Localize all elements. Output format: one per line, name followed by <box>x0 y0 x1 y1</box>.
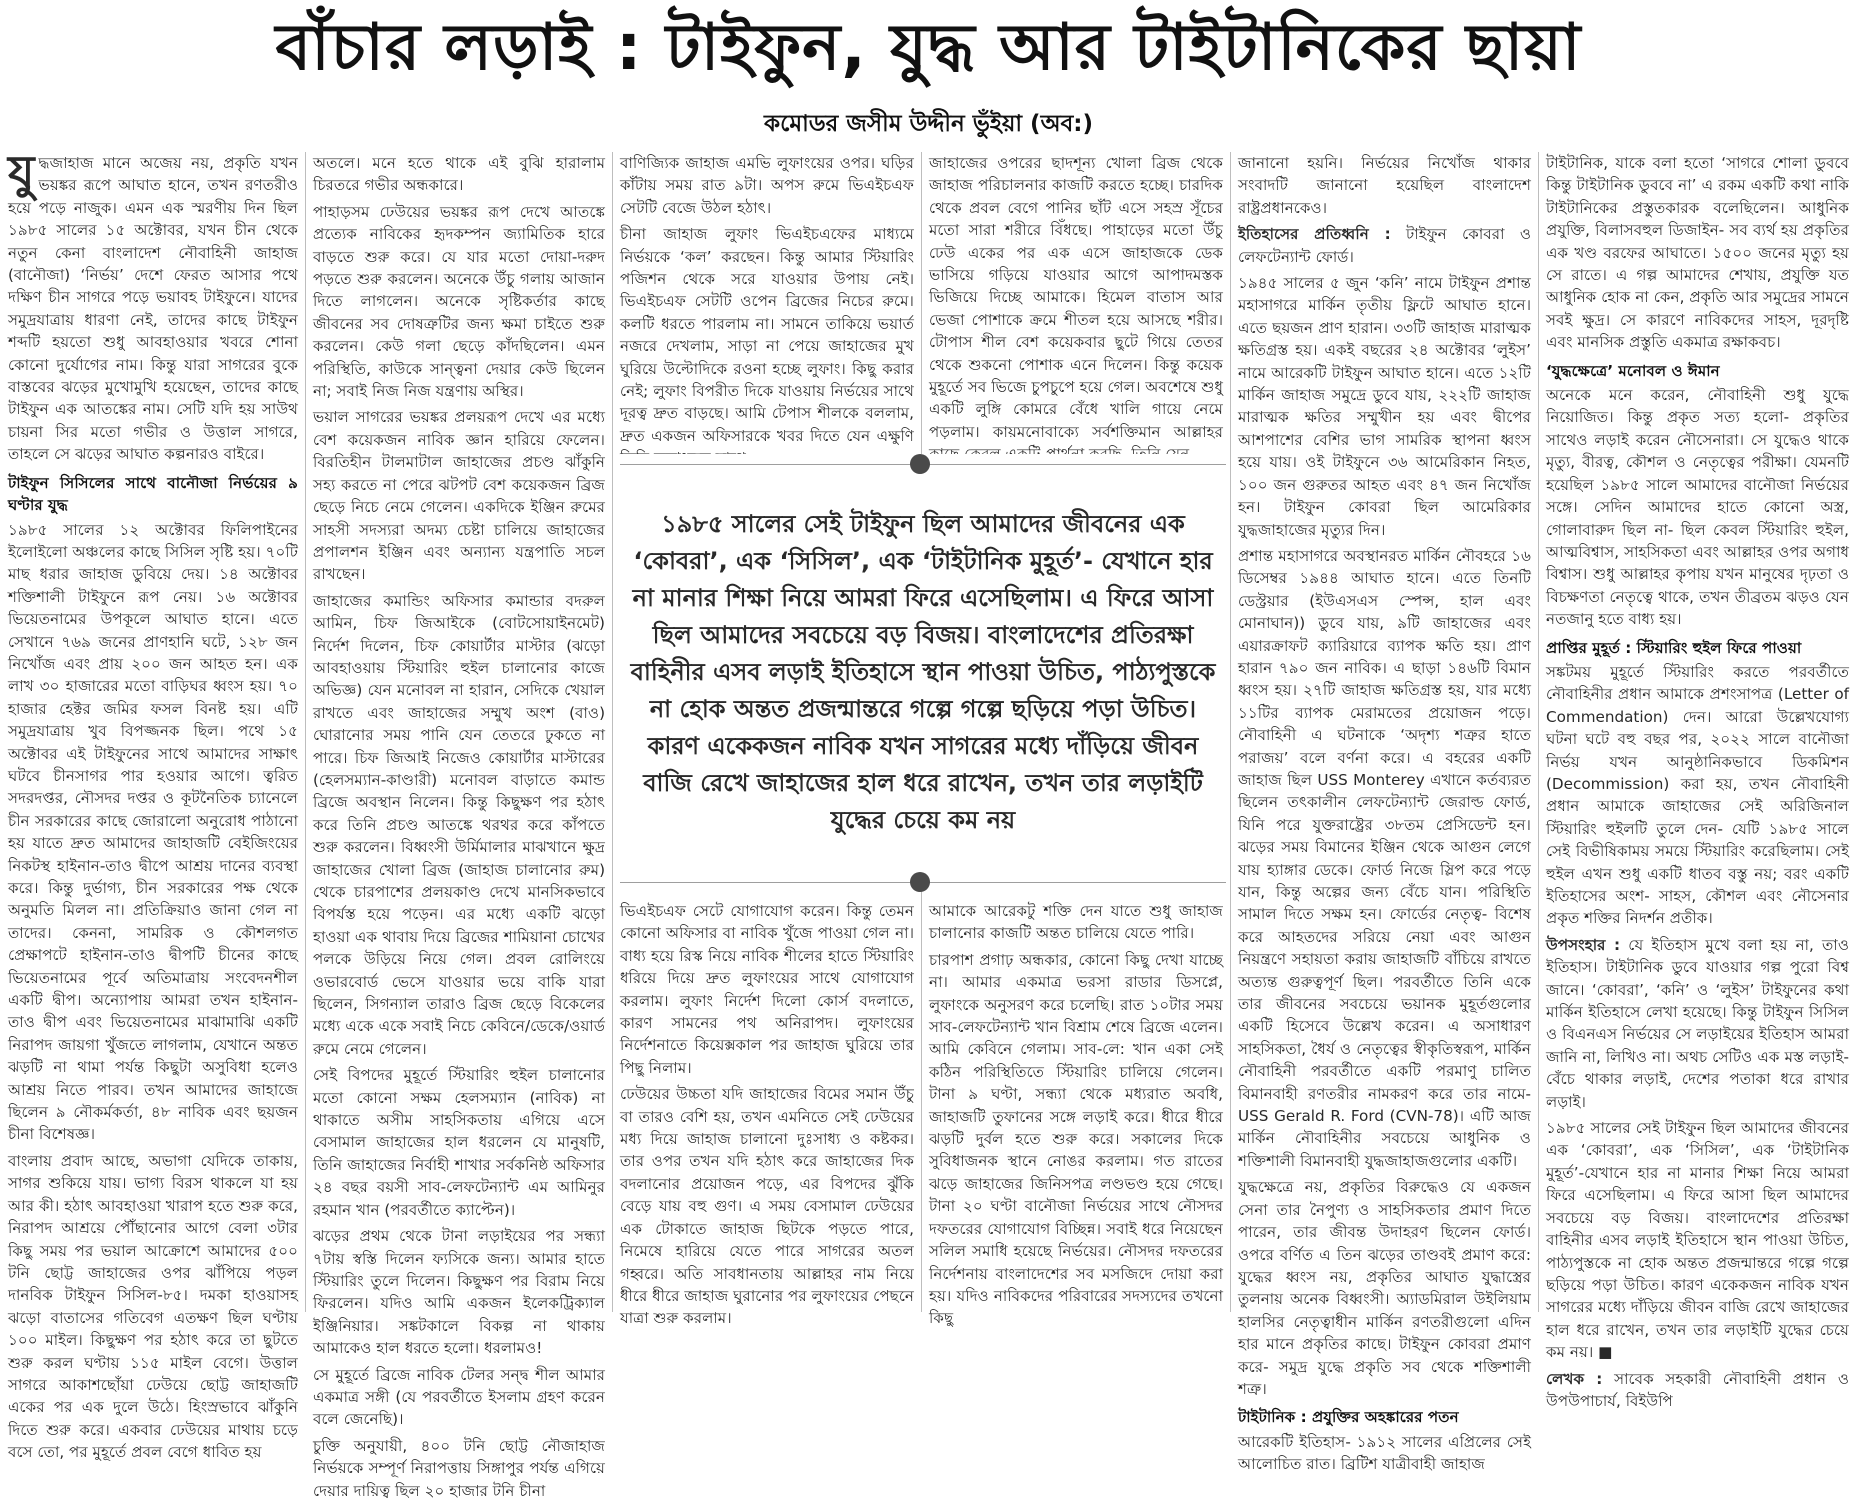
subheading: টাইফুন সিসিলের সাথে বানৌজা নির্ভয়ের ৯ ঘণ্টার যুদ্ধ <box>8 473 298 515</box>
author-label: লেখক : <box>1546 1369 1603 1388</box>
column-1 <box>8 145 298 1462</box>
paragraph: সে মুহূর্তে ব্রিজে নাবিক টেলর সন্দ্ব শীল আমার একমাত্র সঙ্গী (যে পরবর্তীতে ইসলাম গ্রহণ করেন বলে জেনেছি)। <box>313 1365 605 1429</box>
headline: বাঁচার লড়াই : টাইফুন, যুদ্ধ আর টাইটানিকের ছায়া <box>275 11 1582 85</box>
subheading-inline: ইতিহাসের প্রতিধ্বনি : <box>1238 225 1391 244</box>
paragraph: চারপাশ প্রগাঢ় অন্ধকার, কোনো কিছু দেখা যাচ্ছে না। আমার একমাত্র ভরসা রাডার ডিসপ্লে, লুফাংকে অনুসরণ করে চলেছি। রাত ১০টার সময় সাব-লেফটেন্যান্ট খান বিশ্রাম শেষে ব্রিজে এলেন। আমি কেবিনে গেলাম। সাব-লে: খান একা সেই কঠিন পরিস্থিতিতে স্টিয়ারিং চালিয়ে গেলেন। টানা ৯ ঘণ্টা, সন্ধ্যা থেকে মধ্যরাত অবধি, জাহাজটি তুফানের সঙ্গে লড়াই করে। ধীরে ধীরে ঝড়টি দুর্বল হতে শুরু করে। সকালের দিকে সুবিধাজনক স্থানে নোঙর করলাম। গত রাতের ঝড়ে জাহাজের জিনিসপত্র লণ্ডভণ্ড হয়ে গেছে। টানা ২০ ঘণ্টা বানৌজা নির্ভয়ের সাথে নৌসদর দফতরের যোগাযোগ বিচ্ছিন্ন। সবাই ধরে নিয়েছেন সলিল সমাধি হয়েছে নির্ভয়ের। নৌসদর দফতরের নির্দেশনায় বাংলাদেশের সব মসজিদে দোয়া করা হয়। যদিও নাবিকদের পরিবারের সদস্যদের তখনো কিছু <box>929 950 1223 1328</box>
paragraph: টাইটানিক, যাকে বলা হতো ‘সাগরে শোলা ডুববে কিন্তু টাইটানিক ডুববে না’ এ রকম একটি কথা নাকি টাইটানিকের প্রস্তুতকারক বলেছিলেন। আধুনিক প্রযুক্তি, বিলাসবহুল ডিজাইন- সব ব্যর্থ হয় প্রকৃতির এক খণ্ড বরফের আঘাতে। ১৫০০ জনের মৃত্যু হয় সে রাতে। এ গল্প আমাদের শেখায়, প্রযুক্তি যত আধুনিক হোক না কেন, প্রকৃতি আর সমুদ্রের সামনে সবই ক্ষুদ্র। সে কারণে নাবিকদের সাহস, দূরদৃষ্টি এবং মানসিক প্রস্তুতি একমাত্র রক্ষাকবচ। <box>1546 154 1849 352</box>
subheading: ‘যুদ্ধক্ষেত্রে’ মনোবল ও ঈমান <box>1546 361 1720 380</box>
author-desc: সাবেক সহকারী নৌবাহিনী প্রধান ও উপউপাচার্য, বিইউপি <box>1546 1369 1849 1410</box>
column-4-lower <box>929 900 1223 1328</box>
paragraph: জাহাজের ওপরের ছাদশূন্য খোলা ব্রিজ থেকে জাহাজ পরিচালনার কাজটি করতে হচ্ছে। চারদিক থেকে প্রবল বেগে পানির ছাঁট এসে সহস্র সূঁচের মতো সারা শরীরে বিঁধছে। পাহাড়ের মতো উঁচু ঢেউ একের পর এক এসে জাহাজকে ডেক ভাসিয়ে গড়িয়ে যাওয়ার আগে আপাদমস্তক ভিজিয়ে দিচ্ছে আমাকে। হিমেল বাতাস আর ভেজা পোশাকে ক্রমে শীতল হয়ে আসছে শরীর। টোপাস শীল বেশ কয়েকবার ছুটে গিয়ে তেতর থেকে শুকনো পোশাক এনে দিলেন। কিন্তু কয়েক মুহূর্তে সব ভিজে চুপচুপে হয়ে গেল। অবশেষে শুধু একটি লুঙ্গি কোমরে বেঁধে খালি গায়ে নেমে পড়লাম। কায়মনোবাক্যে সর্বশক্তিমান আল্লাহর <box>929 154 1223 441</box>
paragraph-text: যে ইতিহাস মুখে বলা হয় না, তাও ইতিহাস। টাইটানিক ডুবে যাওয়ার গল্প পুরো বিশ্ব জানে। ‘কোবরা’, ‘কনি’ ও ‘লুইস’ টাইফুনের কথা মার্কিন ইতিহাসে লেখা হয়েছে। কিন্তু টাইফুন সিসিল ও বিএনএস নির্ভয়ের সে লড়াইয়ের ইতিহাস আমরা জানি না, লিখিও না। অথচ সেটিও এক মস্ত লড়াই- বেঁচে থাকার লড়াই, দেশের পতাকা ধরে রাখার লড়াই। <box>1546 935 1849 1111</box>
column-5 <box>1238 152 1531 1474</box>
paragraph: ১৯৪৫ সালের ৫ জুন ‘কনি’ নামে টাইফুন প্রশান্ত মহাসাগরে মার্কিন তৃতীয় ফ্লিটে আঘাত হানে। এতে ছয়জন প্রাণ হারান। ৩৩টি জাহাজ মারাত্মক ক্ষতিগ্রস্ত হয়। একই বছরের ২৪ অক্টোবর ‘লুইস’ নামে আরেকটি টাইফুন আঘাত হানে। এতে ১২টি মার্কিন জাহাজ সমুদ্রে ডুবে যায়, ২২২টি জাহাজ মারাত্মক ক্ষতির সম্মুখীন হয় এবং দ্বীপের আশপাশের বেশির ভাগ সামরিক স্থাপনা ধ্বংস হয়ে যায়। ওই টাইফুনে ৩৬ আমেরিকান নিহত, ১০০ জন গুরুতর আহত এবং ৪৭ জন নিখোঁজ হন। টাইফুন কোবরা ছিল আমেরিকার যুদ্ধজাহাজের মৃত্যুর দিন। <box>1238 274 1531 539</box>
paragraph: ঝড়ের প্রথম থেকে টানা লড়াইয়ের পর সন্ধ্যা ৭টায় স্বস্তি দিলেন ফ্যসিকে জন্য। আমার হাতে স্টিয়ারিং তুলে দিলেন। কিছুক্ষণ পর বিরাম নিয়ে ফিরলেন। যদিও আমি একজন ইলেকট্রিক্যাল ইঞ্জিনিয়ার। সঙ্কটকালে বিকল্প না থাকায় আমাকেও হাল ধরতে হলো। ধরলামও! <box>313 1227 605 1358</box>
pull-quote <box>620 454 1226 892</box>
author-note <box>1546 1368 1849 1413</box>
paragraph: যুদ্ধজাহাজ মানে অজেয় নয়, প্রকৃতি যখন ভয়ঙ্কর রূপে আঘাত হানে, তখন রণতরীও হয়ে পড়ে নাজুক। এমন এক স্মরণীয় দিন ছিল ১৯৮৫ সালের ১৫ অক্টোবর, যখন চীন থেকে নতুন কেনা বাংলাদেশ নৌবাহিনী জাহাজ (বানৌজা) ‘নির্ভয়’ দেশে ফেরত আসার পথে দক্ষিণ চীন সাগরে পড়ে ভয়াবহ টাইফুনে। যাদের সমুদ্রযাত্রায় ধারণা নেই, তাদের কাছে টাইফুন শব্দটি হয়তো শুধু আবহাওয়ার খবরে শোনা কোনো দুর্যোগের নাম। কিন্তু যারা সাগরের বুকে বাস্তবের ঝড়ের মুখোমুখি হয়েছেন, তাদের কাছে টাইফুন এক আতঙ্কের নাম। সেটি যদি হয় সাউথ চায়না সির মতো গভীর ও উত্তাল সাগরে, তাহলে সে ঝড়ের আঘাত কল্পনারও বাইরে। <box>8 145 298 464</box>
paragraph: চীনা জাহাজ লুফাং ভিএইচএফের মাধ্যমে নির্ভয়কে ‘কল’ করছেন। কিন্তু আমার স্টিয়ারিং পজিশন থেকে সরে যাওয়ার উপায় নেই। ভিএইচএফ সেটটি ওপেন ব্রিজের নিচের রুমে। কলটি ধরতে পারলাম না। সামনে তাকিয়ে ভয়ার্ত নজরে দেখলাম, সাড়া না পেয়ে জাহাজের মুখ ঘুরিয়ে উল্টোদিকে রওনা হচ্ছে লুফাং। কিছু করার নেই; লুফাং বিপরীত দিকে যাওয়ায় নির্ভয়ের সাথে দূরত্ব দ্রুত বাড়ছে। আমি টেপাস শীলকে বললাম, দ্রুত একজন অফিসারকে খবর দিতে যেন এক্ষুণি <box>620 225 914 445</box>
paragraph: ১৯৮৫ সালের সেই টাইফুন ছিল আমাদের জীবনের এক ‘কোবরা’, এক ‘সিসিল’, এক ‘টাইটানিক মুহূর্ত’-যেখানে হার না মানার শিক্ষা নিয়ে আমরা ফিরে এসেছিলাম। এ ফিরে আসা ছিল আমাদের সবচেয়ে বড় বিজয়। বাংলাদেশের প্রতিরক্ষা বাহিনীর এসব লড়াই ইতিহাসে স্থান পাওয়া উচিত, পাঠ্যপুস্তকে না হোক অন্তত প্রজন্মান্তরে গল্পে গল্পে ছড়িয়ে পড়া উচিত। কারণ একেকজন নাবিক যখন সাগরের মধ্যে দাঁড়িয়ে জীবন বাজি রেখে জাহাজের হাল ধরে রাখেন, তখন তার লড়াইটি যুদ্ধের চেয়ে কম নয়। ■ <box>1546 1119 1849 1362</box>
paragraph: অতলে। মনে হতে থাকে এই বুঝি হারালাম চিরতরে গভীর অন্ধকারে। <box>313 154 605 195</box>
paragraph: পাহাড়সম ঢেউয়ের ভয়ঙ্কর রূপ দেখে আতঙ্কে প্রত্যেক নাবিকের হৃদকম্পন জ্যামিতিক হারে বাড়তে শুরু করে। যে যার মতো দোয়া-দরুদ পড়তে শুরু করলেন। অনেকে উঁচু গলায় আজান দিতে লাগলেন। অনেকে সৃষ্টিকর্তার কাছে জীবনের সব দোষত্রুটির জন্য ক্ষমা চাইতে শুরু করলেন। কেউ গলা ছেড়ে কাঁদছিলেন। এমন পরিস্থিতি, কাউকে সান্ত্বনা দেয়ার কেউ ছিলেন না; সবাই নিজ নিজ যন্ত্রণায় অস্থির। <box>313 202 605 401</box>
paragraph: চুক্তি অনুযায়ী, ৪০০ টনি ছোট্ট নৌজাহাজ নির্ভয়কে সম্পূর্ণ নিরাপত্তায় সিঙ্গাপুর পর্যন্ত এগিয়ে দেয়ার দায়িত্ব ছিল ২০ হাজার টনি চীনা <box>313 1436 605 1500</box>
subheading-inline: উপসংহার : <box>1546 935 1621 954</box>
paragraph: ভিএইচএফ সেটে যোগাযোগ করেন। কিন্তু তেমন কোনো অফিসার বা নাবিক খুঁজে পাওয়া গেল না। বাধ্য হয়ে রিস্ক নিয়ে নাবিক শীলের হাতে স্টিয়ারিং ধরিয়ে দিয়ে দ্রুত লুফাংয়ের সাথে যোগাযোগ করলাম। লুফাং নির্দেশ দিলো কোর্স বদলাতে, কারণ সামনের পথ অনিরাপদ। লুফাংয়ের নির্দেশনাতে কিয়েক্সকাল পর জাহাজ ঘুরিয়ে তার পিছু নিলাম। <box>620 902 914 1077</box>
subheading: প্রাপ্তির মুহূর্ত : স্টিয়ারিং হুইল ফিরে পাওয়া <box>1546 638 1802 657</box>
column-2 <box>313 152 605 1500</box>
column-3-lower <box>620 900 914 1328</box>
quote-bullet <box>910 454 930 474</box>
paragraph: প্রশান্ত মহাসাগরে অবস্থানরত মার্কিন নৌবহরে ১৬ ডিসেম্বর ১৯৪৪ আঘাত হানে। এতে তিনটি ডেস্ট্রয়ার (ইউএসএস স্পেন্স, হাল এবং মোনাঘান)) ডুবে যায়, ৯টি জাহাজের এবং এয়ারক্রাফট ক্যারিয়ারে ব্যাপক ক্ষতি হয়। প্রাণ হারান ৭৯০ জন নাবিক। এ ছাড়া ১৪৬টি বিমান ধ্বংস হয়। ২৭টি জাহাজ ক্ষতিগ্রস্ত হয়, যার মধ্যে ১১টির ব্যাপক মেরামতের প্রয়োজন পড়ে। নৌবাহিনী এ ঘটনাকে ‘অদৃশ্য শত্রুর হাতে পরাজয়’ বলে বর্ণনা করে। এ বহরের একটি জাহাজ ছিল USS Monterey এখানে কর্তব্যরত ছিলেন তৎকালীন লেফটেন্যান্ট জেরাল্ড ফোর্ড, যিনি পরে যুক্তরাষ্ট্রের ৩৮তম প্রেসিডেন্ট হন। ঝড়ের সময় বিমানের ইঞ্জিন থেকে আগুন লেগে যায় হ্যাঙ্গার ডেকে। ফোর্ড নিজে স্লিপ করে পড়ে যান, কিন্তু অল্পের জন্য বেঁচে যান। পরিস্থিতি সামাল দিতে সক্ষম হন। ফোর্ডের নেতৃত্ব- বিশেষ করে আহতদের সরিয়ে নেয়া এবং আগুন নিয়ন্ত্রণে সহায়তা করায় জাহাজটি বাঁচিয়ে রাখতে অত্যন্ত গুরুত্বপূর্ণ ছিল। পরবর্তীতে তিনি একে তার জীবনের সবচেয়ে ভয়ানক মুহূর্তগুলোর একটি হিসেবে উল্লেখ করেন। এ অসাধারণ সাহসিকতা, ধৈর্য ও নেতৃত্বের স্বীকৃতিস্বরূপ, মার্কিন নৌবাহিনী পরবর্তীতে একটি পরমাণু চালিত বিমানবাহী রণতরীর নামকরণ করে তার নামে- USS Gerald R. Ford (CVN-78)। এটি আজ মার্কিন নৌবাহিনীর সবচেয়ে আধুনিক ও শক্তিশালী বিমানবাহী যুদ্ধজাহাজগুলোর একটি। <box>1238 546 1531 1170</box>
subheading: টাইটানিক : প্রযুক্তির অহঙ্কারের পতন <box>1238 1408 1459 1427</box>
paragraph: ঢেউয়ের উচ্চতা যদি জাহাজের বিমের সমান উঁচু বা তারও বেশি হয়, তখন এমনিতে সেই ঢেউয়ের মধ্য দিয়ে জাহাজ চালানো দুঃসাধ্য ও কষ্টকর। তার ওপর তখন যদি হঠাৎ করে জাহাজের দিক বদলানোর প্রয়োজন পড়ে, এর বিপদের ঝুঁকি বেড়ে যায় বহু গুণ। এ সময় বেসামাল ঢেউয়ের এক টোকাতে জাহাজ ছিটকে পড়তে পারে, নিমেষে হারিয়ে যেতে পারে সাগরের অতল গহ্বরে। অতি সাবধানতায় আল্লাহর নাম নিয়ে ধীরে ধীরে জাহাজ ঘুরানোর পর লুফাংয়ের পেছনে যাত্রা শুরু করলাম। <box>620 1085 914 1328</box>
pull-quote-text: ১৯৮৫ সালের সেই টাইফুন ছিল আমাদের জীবনের এক ‘কোবরা’, এক ‘সিসিল’, এক ‘টাইটানিক মুহূর্ত’- যেখানে হার না মানার শিক্ষা নিয়ে আমরা ফিরে এসেছিলাম। এ ফিরে আসা ছিল আমাদের সবচেয়ে বড় বিজয়। বাংলাদেশের প্রতিরক্ষা বাহিনীর এসব লড়াই ইতিহাসে স্থান পাওয়া উচিত, পাঠ্যপুস্তকে না হোক অন্তত প্রজন্মান্তরে গল্পে গল্পে ছড়িয়ে পড়া উচিত। কারণ একেকজন নাবিক যখন সাগরের মধ্যে দাঁড়িয়ে জীবন বাজি রেখে জাহাজের হাল ধরে রাখেন, তখন তার লড়াইটি যুদ্ধের চেয়ে কম নয় <box>630 510 1216 834</box>
paragraph: বাণিজ্যিক জাহাজ এমভি লুফাংয়ের ওপর। ঘড়ির কাঁটায় সময় রাত ৯টা। অপস রুমে ভিএইচএফ সেটটি বেজে উঠল হঠাৎ। <box>620 154 914 217</box>
paragraph: ভয়াল সাগরের ভয়ঙ্কর প্রলয়রূপ দেখে এর মধ্যে বেশ কয়েকজন নাবিক জ্ঞান হারিয়ে ফেলেন। বিরতিহীন টালমাটাল জাহাজের প্রচণ্ড ঝাঁকুনি সহ্য করতে না পেরে ঝটপট বেশ কয়েকজন ব্রিজ ছেড়ে নিচে নেমে গেলেন। একদিকে ইঞ্জিন রুমের সাহসী সদস্যরা অদম্য চেষ্টা চালিয়ে জাহাজের প্রপালশন ইঞ্জিন এবং অন্যান্য যন্ত্রপাতি সচল রাখছেন। <box>313 408 605 584</box>
paragraph: সেই বিপদের মুহূর্তে স্টিয়ারিং হুইল চালানোর মতো কোনো সক্ষম হেলসম্যান (নাবিক) না থাকাতে অসীম সাহসিকতায় এগিয়ে এসে বেসামাল জাহাজের হাল ধরলেন যে মানুষটি, তিনি জাহাজের নির্বাহী শাখার সর্বকনিষ্ঠ অফিসার ২৪ বছর বয়সী সাব-লেফটেন্যান্ট এম আমিনুর রহমান খান (পরবর্তীতে ক্যাপ্টেন)। <box>313 1066 605 1219</box>
column-rule <box>612 152 613 1312</box>
column-6 <box>1546 152 1849 1410</box>
column-rule <box>1230 152 1231 1312</box>
byline: কমোডর জসীম উদ্দীন ভুঁইয়া (অব:) <box>763 111 1093 137</box>
quote-bullet <box>910 872 930 892</box>
paragraph <box>1238 223 1531 268</box>
column-4-top <box>929 152 1223 446</box>
paragraph: বাংলায় প্রবাদ আছে, অভাগা যেদিকে তাকায়, সাগর শুকিয়ে যায়। ভাগ্য বিরস থাকলে যা হয় আর কী। হঠাৎ আবহাওয়া খারাপ হতে শুরু করে, নিরাপদ আশ্রয়ে পৌঁছানোর আগে বেলা ৩টার কিছু সময় পর ভয়াল আক্রোশে আমাদের ৫০০ টনি ছোট্ট জাহাজের ওপর ঝাঁপিয়ে পড়ল দানবিক টাইফুন সিসিল-৮৫। দমকা হাওয়াসহ ঝড়ো বাতাসের গতিবেগ এতক্ষণ ছিল ঘণ্টায় ১০০ মাইল। কিছুক্ষণ পর হঠাৎ করে তা ছুটতে শুরু করল ঘণ্টায় ১১৫ মাইল বেগে। উত্তাল সাগরে আকাশছোঁয়া ঢেউয়ে ছোট্ট জাহাজটি একের পর এক দুলে উঠে। হিংস্রভাবে ঝাঁকুনি দিতে শুরু করে। একবার ঢেউয়ের মাথায় চড়ে বসে তো, পর মুহূর্তে প্রবল বেগে ধাবিত হয় <box>8 1151 298 1462</box>
paragraph: আমাকে আরেকটু শক্তি দেন যাতে শুধু জাহাজ চালানোর কাজটি অন্তত চালিয়ে যেতে পারি। <box>929 902 1223 943</box>
paragraph: জানানো হয়নি। নির্ভয়ের নিখোঁজ থাকার সংবাদটি জানানো হয়েছিল বাংলাদেশ রাষ্ট্রপ্রধানকেও। <box>1238 154 1531 217</box>
paragraph <box>1546 934 1849 1113</box>
column-rule <box>1538 152 1539 1312</box>
paragraph: জাহাজের কমান্ডিং অফিসার কমান্ডার বদরুল আমিন, চিফ জিআইকে (বোটসোয়াইনমেট) নির্দেশ দিলেন, চিফ কোয়ার্টার মাস্টার (ঝড়ো আবহাওয়ায় স্টিয়ারিং হুইল চালানোর কাজে অভিজ্ঞ) যেন মনোবল না হারান, সেদিকে খেয়াল রাখতে এবং জাহাজের সম্মুখ অংশ (বাও) ঘোরানোর সময় পানি যেন তেতরে ঢুকতে না পারে। চিফ জিআই নিজেও কোয়ার্টার মাস্টারের (হেলসম্যান-কাণ্ডারী) মনোবল বাড়াতে কমান্ড ব্রিজে অবস্থান নিলেন। কিন্তু কিছুক্ষণ পর হঠাৎ করে তিনি প্রচণ্ড আতঙ্কে থরথর করে কাঁপতে শুরু করলেন। বিধ্বংসী উর্মিমালার মাঝখানে ক্ষুদ্র জাহাজের খোলা ব্রিজ (জাহাজ চালানোর রুম) থেকে চারপাশের প্রলয়কাণ্ড দেখে মানসিকভাবে বিপর্যস্ত হয়ে পড়েন। এর মধ্যে একটি ঝড়ো হাওয়া এক থাবায় দিয়ে ব্রিজের শামিয়ানা চোখের পলকে উড়িয়ে নিয়ে গেল। প্রবল রোলিংয়ে ওভারবোর্ড ভেসে যাওয়ার ভয়ে বাকি যারা ছিলেন, সিগন্যাল তারাও ব্রিজ ছেড়ে বিকেলের মধ্যে একে একে সবাই নিচে কেবিনে/ডেকে/ওয়ার্ড রুমে নেমে গেলেন। <box>313 591 605 1058</box>
paragraph: ১৯৮৫ সালের ১২ অক্টোবর ফিলিপাইনের ইলোইলো অঞ্চলের কাছে সিসিল সৃষ্টি হয়। ৭০টি মাছ ধরার জাহাজ ডুবিয়ে দেয়। ১৪ অক্টোবর শক্তিশালী টাইফুনে রূপ নেয়। ১৬ অক্টোবর ভিয়েতনামের উপকূলে আঘাত হানে। এতে সেখানে ৭৬৯ জনের প্রাণহানি ঘটে, ১২৮ জন নিখোঁজ এবং প্রায় ২০০ জন আহত হন। এক লাখ ৩০ হাজারের মতো বাড়িঘর ধ্বংস হয়। ৭০ হাজার হেক্টর জমির ফসল বিনষ্ট হয়। এটি সমুদ্রযাত্রায় খুব বিপজ্জনক ছিল। পথে ১৫ অক্টোবর এই টাইফুনের সাথে আমাদের সাক্ষাৎ ঘটবে চীনসাগর পার হওয়ার আগে। ত্বরিত সদরদপ্তর, নৌসদর দপ্তর ও কূটনৈতিক চ্যানেলে চীন সরকারের কাছে জোরালো অনুরোধ পাঠানো হয় যাতে দ্রুত আমাদের জাহাজটি বেইজিংয়ের নিকটস্থ হাইনান-তাও দ্বীপে আশ্রয় দানের ব্যবস্থা করে। কিন্তু দুর্ভাগ্য, চীন সরকারের পক্ষ থেকে অনুমতি মিলল না। প্রতিক্রিয়াও জানা গেল না তাদের। কেননা, সামরিক ও কৌশলগত প্রেক্ষাপটে হাইনান-তাও দ্বীপটি চীনের কাছে ভিয়েতনামের পূর্বে অতিমাত্রায় সংবেদনশীল একটি দ্বীপ। অন্যোপায় আমরা তখন হাইনান-তাও দ্বীপ এবং ভিয়েতনামের মাঝামাঝি একটি নিরাপদ জায়গা খুঁজতে লাগলাম, যেখানে অন্তত ঝড়টি না থামা পর্যন্ত কিছুটা অসুবিধা হলেও আশ্রয় নিতে পারব। তখন আমাদের জাহাজে ছিলেন ৯ নৌকর্মকর্তা, ৪৮ নাবিক এবং ছয়জন চীনা বিশেষজ্ঞ। <box>8 520 298 1144</box>
paragraph: সঙ্কটময় মুহূর্তে স্টিয়ারিং করতে পরবর্তীতে নৌবাহিনীর প্রধান আমাকে প্রশংসাপত্র (Letter of Commendation) দেন। আরো উল্লেখযোগ্য ঘটনা ঘটে বহু বছর পর, ২০২২ সালে বানৌজা নির্ভয় যখন আনুষ্ঠানিকভাবে ডিকমিশন (Decommission) করা হয়, তখন নৌবাহিনী প্রধান আমাকে জাহাজের সেই অরিজিনাল স্টিয়ারিং হুইলটি তুলে দেন- যেটি ১৯৮৫ সালে সেই বিভীষিকাময় সময়ে স্টিয়ারিং করেছিলাম। সেই হুইল এখন শুধু একটি ধাতব বস্তু নয়; বরং একটি ইতিহাসের অংশ- সাহস, কৌশল এবং নৌসেনার প্রকৃত শক্তির নিদর্শন প্রতীক। <box>1546 662 1849 928</box>
subheading-rest: টাইফুন কোবরা ও লেফটেন্যান্ট ফোর্ড। <box>1238 225 1531 266</box>
paragraph: অনেকে মনে করেন, নৌবাহিনী শুধু যুদ্ধে নিয়োজিত। কিন্তু প্রকৃত সত্য হলো- প্রকৃতির সাথেও লড়াই করেন নৌসেনারা। সে যুদ্ধেও থাকে মৃত্যু, বীরত্ব, কৌশল ও নেতৃত্বের পরীক্ষা। যেমনটি হয়েছিল ১৯৮৫ সালে আমাদের বানৌজা নির্ভয়ের সঙ্গে। সেদিন আমাদের হাতে কোনো অস্ত্র, গোলাবারুদ ছিল না- ছিল কেবল স্টিয়ারিং হুইল, আত্মবিশ্বাস, সাহসিকতা এবং আল্লাহর ওপর অগাধ বিশ্বাস। শুধু আল্লাহর কৃপায় যখন মানুষের দৃঢ়তা ও বিচক্ষণতা নেতৃত্বে থাকে, তখন তীব্রতম ঝড়ও যেন নতজানু হতে বাধ্য হয়। <box>1546 386 1849 629</box>
paragraph: আরেকটি ইতিহাস- ১৯১২ সালের এপ্রিলের সেই আলোচিত রাত। ব্রিটিশ যাত্রীবাহী জাহাজ <box>1238 1432 1531 1474</box>
column-rule <box>305 152 306 1312</box>
column-3-top <box>620 152 914 446</box>
paragraph: যুদ্ধক্ষেত্রে নয়, প্রকৃতির বিরুদ্ধেও যে একজন সেনা তার নৈপুণ্য ও সাহসিকতার প্রমাণ দিতে পারেন, তার জীবন্ত উদাহরণ ছিলেন ফোর্ড। ওপরে বর্ণিত এ তিন ঝড়ের তাণ্ডবই প্রমাণ করে: যুদ্ধের ধ্বংস নয়, প্রকৃতির আঘাত যুদ্ধাস্ত্রের তুলনায় অনেক বিধ্বংসী। অ্যাডমিরাল উইলিয়াম হালসির নেতৃত্বাধীন মার্কিন রণতরীগুলো এদিন হার মানে প্রকৃতির কাছে। টাইফুন কোবরা প্রমাণ করে- সমুদ্র যুদ্ধে প্রকৃতি সব থেকে শক্তিশালী শত্রু। <box>1238 1178 1531 1398</box>
